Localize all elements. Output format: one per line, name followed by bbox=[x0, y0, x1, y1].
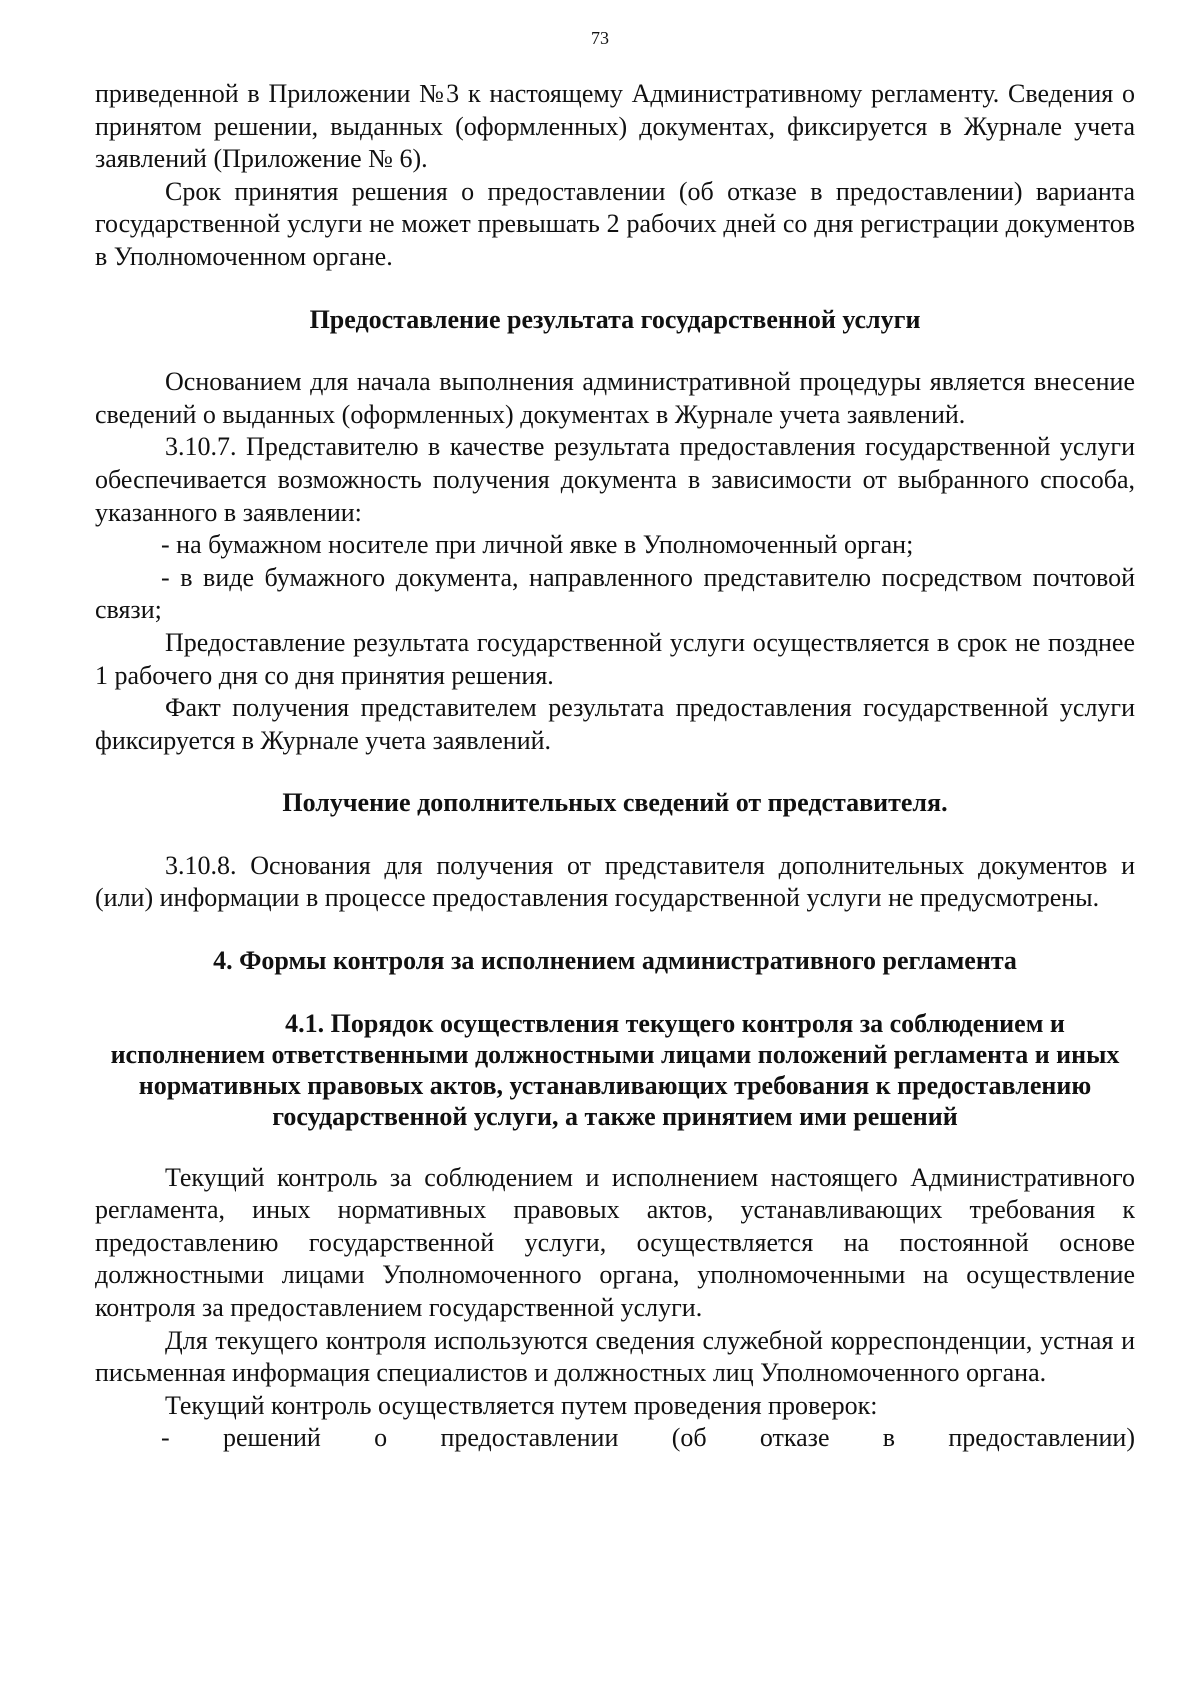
paragraph-receipt-fact: Факт получения представителем результата предоставления государственной услуги фиксируется в Журнале учета заявлений. bbox=[95, 693, 1135, 755]
paragraph-3-10-7: 3.10.7. Представителю в качестве результата предоставления государственной услуги обеспечивается возможность получения документа в зависимости от выбранного способа, указанного в заявлении: bbox=[95, 432, 1135, 527]
paragraph-control-sources: Для текущего контроля используются сведения служебной корреспонденции, устная и письменная информация специалистов и должностных лиц Уполномоченного органа. bbox=[95, 1325, 1135, 1388]
paragraph-current-control: Текущий контроль за соблюдением и исполнением настоящего Административного регламента, иных нормативных правовых актов, устанавливающих требования к предоставлению государственной услуги, осуществляется на постоянной основе должностными лицами Уполномоченного органа, уполномоченными на осуществление контроля за предоставлением государственной услуги. bbox=[95, 1162, 1135, 1323]
heading-section-4-1 bbox=[95, 1008, 1135, 1132]
list-item-decisions: - решений о предоставлении (об отказе в предоставлении) bbox=[161, 1423, 1135, 1453]
paragraph-decision-term: Срок принятия решения о предоставлении (об отказе в предоставлении) варианта государственной услуги не может превышать 2 рабочих дней со дня регистрации документов в Уполномоченном органе. bbox=[95, 176, 1135, 271]
page-number: 73 bbox=[591, 28, 609, 48]
heading-section-4-1-rest: исполнением ответственными должностными лицами положений регламента и иных нормативных правовых актов, устанавливающих требования к предоставлению государственной услуги, а также принятием ими решений bbox=[110, 1039, 1120, 1131]
paragraph-continuation: приведенной в Приложении №3 к настоящему Административному регламенту. Сведения о принятом решении, выданных (оформленных) документах, фиксируется в Журнале учета заявлений (Приложение № 6). bbox=[95, 79, 1135, 174]
paragraph-result-term: Предоставление результата государственной услуги осуществляется в срок не позднее 1 рабочего дня со дня принятия решения. bbox=[95, 627, 1135, 690]
paragraph-checks: Текущий контроль осуществляется путем проведения проверок: bbox=[165, 1390, 878, 1420]
document-body bbox=[95, 78, 1135, 1455]
heading-additional-info: Получение дополнительных сведений от представителя. bbox=[282, 788, 948, 818]
list-item-paper: - на бумажном носителе при личной явке в Уполномоченный орган; bbox=[161, 530, 914, 560]
paragraph-basis: Основанием для начала выполнения административной процедуры является внесение сведений о выданных (оформленных) документах в Журнале учета заявлений. bbox=[95, 367, 1135, 429]
list-item-mail: - в виде бумажного документа, направленного представителю посредством почтовой связи; bbox=[95, 562, 1135, 625]
heading-section-4-1-line1: 4.1. Порядок осуществления текущего контроля за соблюдением и bbox=[285, 1008, 1065, 1038]
paragraph-3-10-8: 3.10.8. Основания для получения от представителя дополнительных документов и (или) информации в процессе предоставления государственной услуги не предусмотрены. bbox=[95, 850, 1135, 913]
heading-result-provision: Предоставление результата государственной услуги bbox=[309, 304, 921, 334]
heading-chapter-4: 4. Формы контроля за исполнением административного регламента bbox=[213, 946, 1017, 976]
